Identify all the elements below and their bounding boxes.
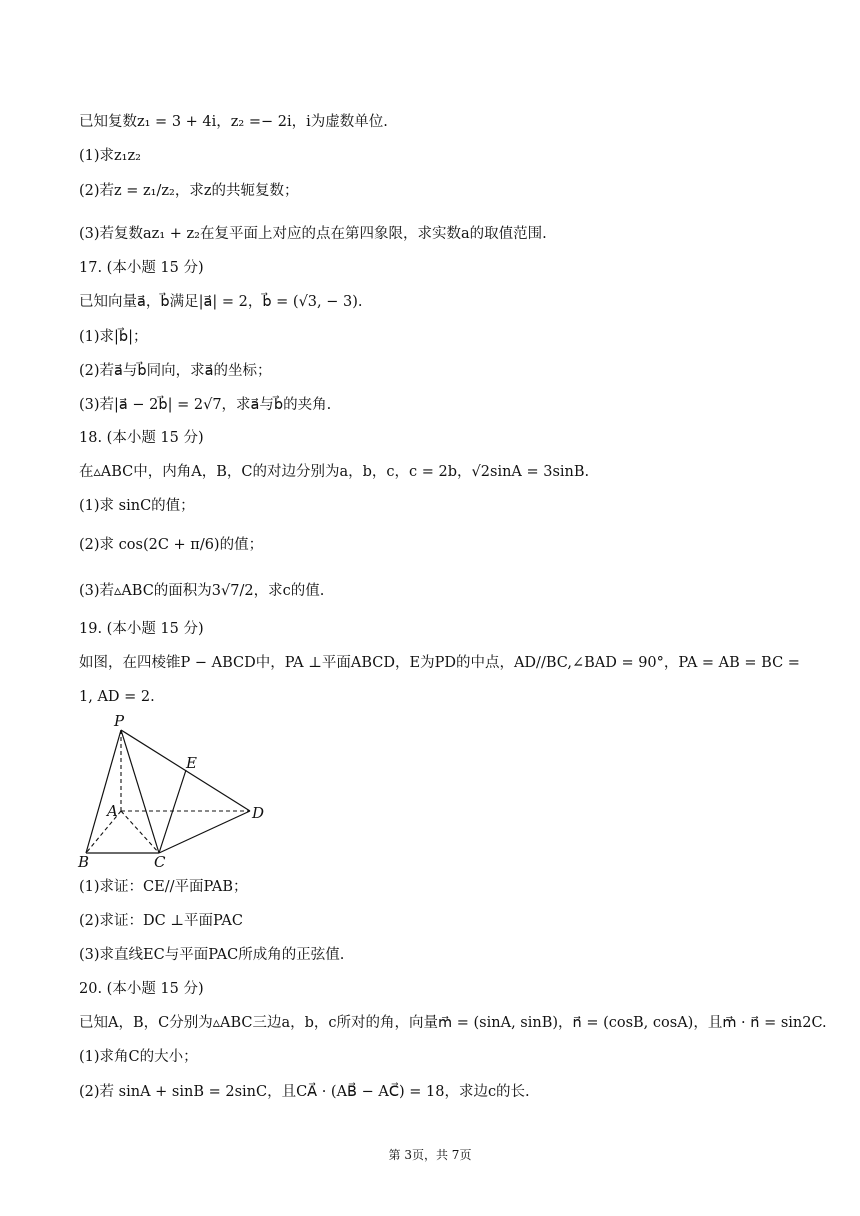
q16-part2: (2)若z = z₁/z₂，求z的共轭复数； [79, 183, 299, 199]
q20-intro: 已知A，B，C分别为▵ABC三边a，b，c所对的角，向量m⃗ = (sinA, sinB)，n⃗ = (cosB, cosA)，且m⃗ · n⃗ = sin2C. [79, 1015, 827, 1031]
q20-header: 20. (本小题 15 分) [79, 981, 204, 997]
q18-part1: (1)求 sinC的值； [79, 498, 195, 514]
label-a: A [107, 802, 118, 820]
q18-intro: 在▵ABC中，内角A，B，C的对边分别为a，b，c，c = 2b，√2sinA = 3sinB. [79, 464, 590, 480]
q18-part3: (3)若▵ABC的面积为3√7/2，求c的值. [79, 583, 325, 599]
page-footer: 第 3页，共 7页 [388, 1148, 472, 1162]
q17-intro: 已知向量a⃗，b⃗满足|a⃗| = 2，b⃗ = (√3, − 3). [79, 294, 363, 310]
q20-part2: (2)若 sinA + sinB = 2sinC，且CA⃗ · (AB⃗ − AC⃗) = 18，求边c的长. [79, 1084, 530, 1100]
label-c: C [154, 853, 166, 870]
q17-header: 17. (本小题 15 分) [79, 260, 204, 276]
q18-header: 18. (本小题 15 分) [79, 430, 204, 446]
edge-pb [86, 730, 121, 853]
q19-part1: (1)求证：CE//平面PAB； [79, 879, 248, 895]
q18-part2: (2)求 cos(2C + π/6)的值； [79, 537, 264, 553]
q16-part1: (1)求z₁z₂ [79, 148, 141, 164]
label-d: D [252, 804, 265, 822]
q17-part1: (1)求|b⃗|； [79, 329, 148, 345]
edge-pc [121, 730, 159, 853]
q17-part3: (3)若|a⃗ − 2b⃗| = 2√7，求a⃗与b⃗的夹角. [79, 397, 332, 413]
q16-part3: (3)若复数az₁ + z₂在复平面上对应的点在第四象限，求实数a的取值范围. [79, 226, 547, 242]
q17-part2: (2)若a⃗与b⃗同向，求a⃗的坐标； [79, 363, 272, 379]
q20-part1: (1)求角C的大小； [79, 1049, 198, 1065]
label-p: P [114, 712, 125, 730]
edge-cd [159, 811, 250, 853]
label-e: E [186, 754, 197, 772]
q19-part3: (3)求直线EC与平面PAC所成角的正弦值. [79, 947, 345, 963]
q16-intro: 已知复数z₁ = 3 + 4i，z₂ =− 2i，i为虚数单位. [79, 114, 388, 130]
q19-part2: (2)求证：DC ⊥平面PAC [79, 913, 243, 929]
q19-header: 19. (本小题 15 分) [79, 621, 204, 637]
edge-ac-hidden [121, 811, 159, 853]
pyramid-figure [76, 710, 276, 870]
label-b: B [78, 853, 90, 870]
q19-intro-cont: 1, AD = 2. [79, 689, 155, 705]
q19-intro: 如图，在四棱锥P − ABCD中，PA ⊥平面ABCD，E为PD的中点，AD//BC,∠BAD = 90°，PA = AB = BC = [79, 655, 800, 671]
